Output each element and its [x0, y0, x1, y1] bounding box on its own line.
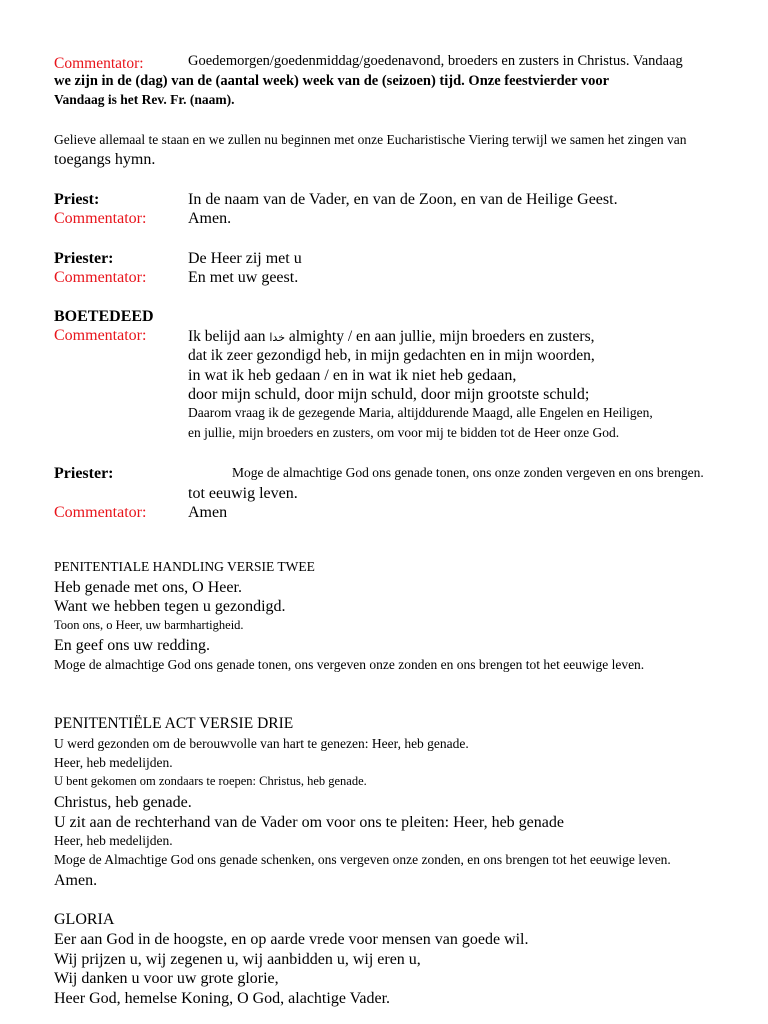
version-three-line-6: Heer, heb medelijden. [54, 833, 173, 848]
version-two-line-4: En geef ons uw redding. [54, 637, 210, 654]
section-heading-version-three: PENITENTIËLE ACT VERSIE DRIE [54, 715, 294, 732]
sign-of-cross-text: In de naam van de Vader, en van de Zoon, en van de Heilige Geest. [188, 191, 618, 208]
version-three-line-1: U werd gezonden om de berouwvolle van hart te genezen: Heer, heb genade. [54, 736, 469, 751]
version-three-line-7: Moge de Almachtige God ons genade schenken, ons vergeven onze zonden, en ons brengen tot het eeuwige leven. [54, 852, 671, 867]
intro-speaker: Commentator: [54, 55, 144, 72]
gloria-line-2: Wij prijzen u, wij zegenen u, wij aanbidden u, wij eren u, [54, 951, 421, 968]
version-two-line-5: Moge de almachtige God ons genade tonen, ons vergeven onze zonden en ons brengen tot het eeuwige leven. [54, 657, 645, 672]
gloria-line-1: Eer aan God in de hoogste, en op aarde vrede voor mensen van goede wil. [54, 931, 529, 948]
version-two-line-3: Toon ons, o Heer, uw barmhartigheid. [54, 618, 244, 632]
greeting-text: De Heer zij met u [188, 250, 302, 267]
intro-line-1: Goedemorgen/goedenmiddag/goedenavond, broeders en zusters in Christus. Vandaag [188, 53, 683, 69]
speaker-priest: Priester: [54, 250, 114, 267]
version-three-line-3: U bent gekomen om zondaars te roepen: Christus, heb genade. [54, 774, 367, 788]
invitation-line-1: Gelieve allemaal te staan en we zullen nu beginnen met onze Eucharistische Viering terwijl we samen het zingen van [54, 132, 687, 147]
section-heading-boetedeed: BOETEDEED [54, 308, 154, 325]
absolution-line-2: tot eeuwig leven. [188, 485, 298, 502]
confiteor-line-6: en jullie, mijn broeders en zusters, om voor mij te bidden tot de Heer onze God. [188, 425, 620, 440]
gloria-line-3: Wij danken u voor uw grote glorie, [54, 970, 279, 987]
response-amen: Amen. [188, 210, 232, 227]
confiteor-line-2: dat ik zeer gezondigd heb, in mijn gedachten en in mijn woorden, [188, 347, 595, 364]
version-three-line-4: Christus, heb genade. [54, 794, 192, 811]
version-two-line-2: Want we hebben tegen u gezondigd. [54, 598, 286, 615]
confiteor-line-4: door mijn schuld, door mijn schuld, door mijn grootste schuld; [188, 386, 590, 403]
section-heading-version-two: PENITENTIALE HANDLING VERSIE TWEE [54, 559, 315, 574]
speaker-commentator: Commentator: [54, 504, 147, 521]
version-three-line-2: Heer, heb medelijden. [54, 755, 173, 770]
intro-line-3: Vandaag is het Rev. Fr. (naam). [54, 92, 235, 107]
intro-line-2: we zijn in de (dag) van de (aantal week) week van de (seizoen) tijd. Onze feestvierder voor [54, 73, 610, 89]
invitation-line-2: toegangs hymn. [54, 151, 156, 168]
section-heading-gloria: GLORIA [54, 911, 115, 928]
confiteor-line-1 [188, 329, 595, 345]
confiteor-line-3: in wat ik heb gedaan / en in wat ik niet heb gedaan, [188, 367, 517, 384]
version-three-line-8: Amen. [54, 872, 98, 889]
speaker-commentator: Commentator: [54, 269, 147, 286]
version-two-line-1: Heb genade met ons, O Heer. [54, 579, 242, 596]
greeting-response: En met uw geest. [188, 269, 299, 286]
confiteor-line-5: Daarom vraag ik de gezegende Maria, altijddurende Maagd, alle Engelen en Heiligen, [188, 405, 653, 420]
version-three-line-5: U zit aan de rechterhand van de Vader om voor ons te pleiten: Heer, heb genade [54, 814, 564, 831]
arabic-word: خدا [269, 331, 285, 344]
speaker-priest: Priest: [54, 191, 100, 208]
confiteor-line-1-end: almighty / en aan jullie, mijn broeders en zusters, [288, 328, 595, 345]
speaker-priest: Priester: [54, 465, 114, 482]
speaker-commentator: Commentator: [54, 210, 147, 227]
absolution-amen: Amen [188, 504, 228, 521]
absolution-line-1: Moge de almachtige God ons genade tonen, ons onze zonden vergeven en ons brengen. [232, 465, 704, 480]
speaker-commentator: Commentator: [54, 327, 147, 344]
gloria-line-4: Heer God, hemelse Koning, O God, alachtige Vader. [54, 990, 391, 1007]
confiteor-line-1-start: Ik belijd aan [188, 328, 266, 345]
